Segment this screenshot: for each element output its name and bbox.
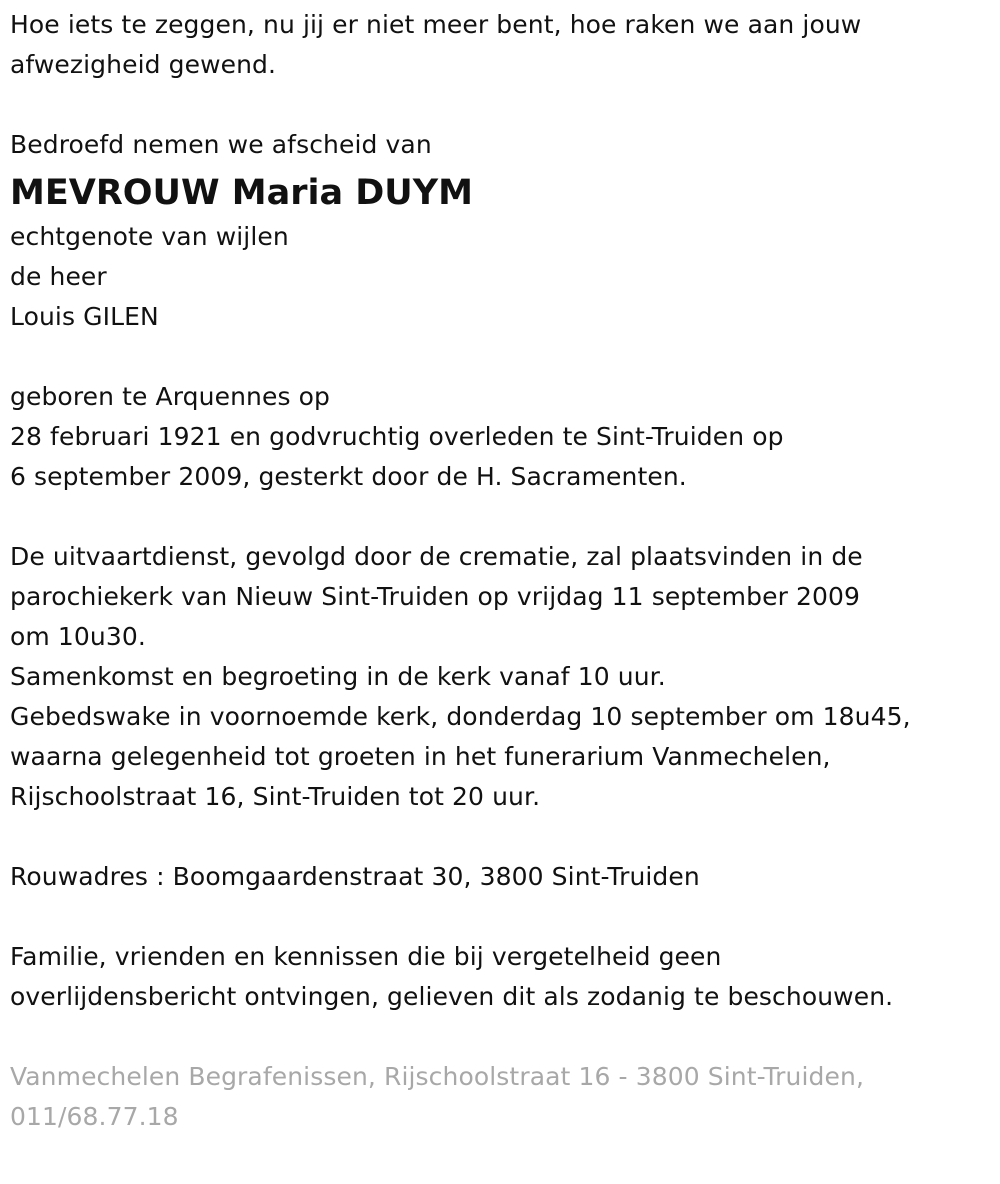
birth-death-section [10,377,990,497]
opening-verse [10,5,990,85]
spacer [10,897,990,937]
ceremony-line-4: Samenkomst en begroeting in de kerk vanaf 10 uur. [10,662,666,691]
mourning-address: Rouwadres : Boomgaardenstraat 30, 3800 Sint-Truiden [10,862,700,891]
spouse-line-2: de heer [10,262,107,291]
ceremony-line-2: parochiekerk van Nieuw Sint-Truiden op vrijdag 11 september 2009 [10,582,861,611]
spouse-section [10,217,990,337]
ceremony-section [10,537,990,817]
ceremony-line-3: om 10u30. [10,622,146,651]
obituary-document [10,0,990,1137]
spouse-line-1: echtgenote van wijlen [10,222,289,251]
spacer [10,817,990,857]
footer-line-2: 011/68.77.18 [10,1102,179,1131]
ceremony-line-6: waarna gelegenheid tot groeten in het funerarium Vanmechelen, [10,742,831,771]
ceremony-line-1: De uitvaartdienst, gevolgd door de crematie, zal plaatsvinden in de [10,542,863,571]
spacer [10,85,990,125]
spacer [10,497,990,537]
spacer [10,1017,990,1057]
footer-line-1: Vanmechelen Begrafenissen, Rijschoolstraat 16 - 3800 Sint-Truiden, [10,1062,864,1091]
birth-death-line-2: 28 februari 1921 en godvruchtig overleden te Sint-Truiden op [10,422,784,451]
opening-line-1: Hoe iets te zeggen, nu jij er niet meer bent, hoe raken we aan jouw [10,10,862,39]
spouse-line-3: Louis GILEN [10,302,159,331]
opening-line-2: afwezigheid gewend. [10,50,277,79]
spacer [10,337,990,377]
announcement-text: Bedroefd nemen we afscheid van [10,130,432,159]
ceremony-line-5: Gebedswake in voornoemde kerk, donderdag 10 september om 18u45, [10,702,911,731]
funeral-home-footer [10,1057,990,1137]
deceased-name: MEVROUW Maria DUYM [10,173,473,213]
ceremony-line-7: Rijschoolstraat 16, Sint-Truiden tot 20 uur. [10,782,541,811]
notice-line-2: overlijdensbericht ontvingen, gelieven dit als zodanig te beschouwen. [10,982,894,1011]
birth-death-line-3: 6 september 2009, gesterkt door de H. Sacramenten. [10,462,687,491]
notice-line-1: Familie, vrienden en kennissen die bij vergetelheid geen [10,942,722,971]
birth-death-line-1: geboren te Arquennes op [10,382,330,411]
notice-section [10,937,990,1017]
